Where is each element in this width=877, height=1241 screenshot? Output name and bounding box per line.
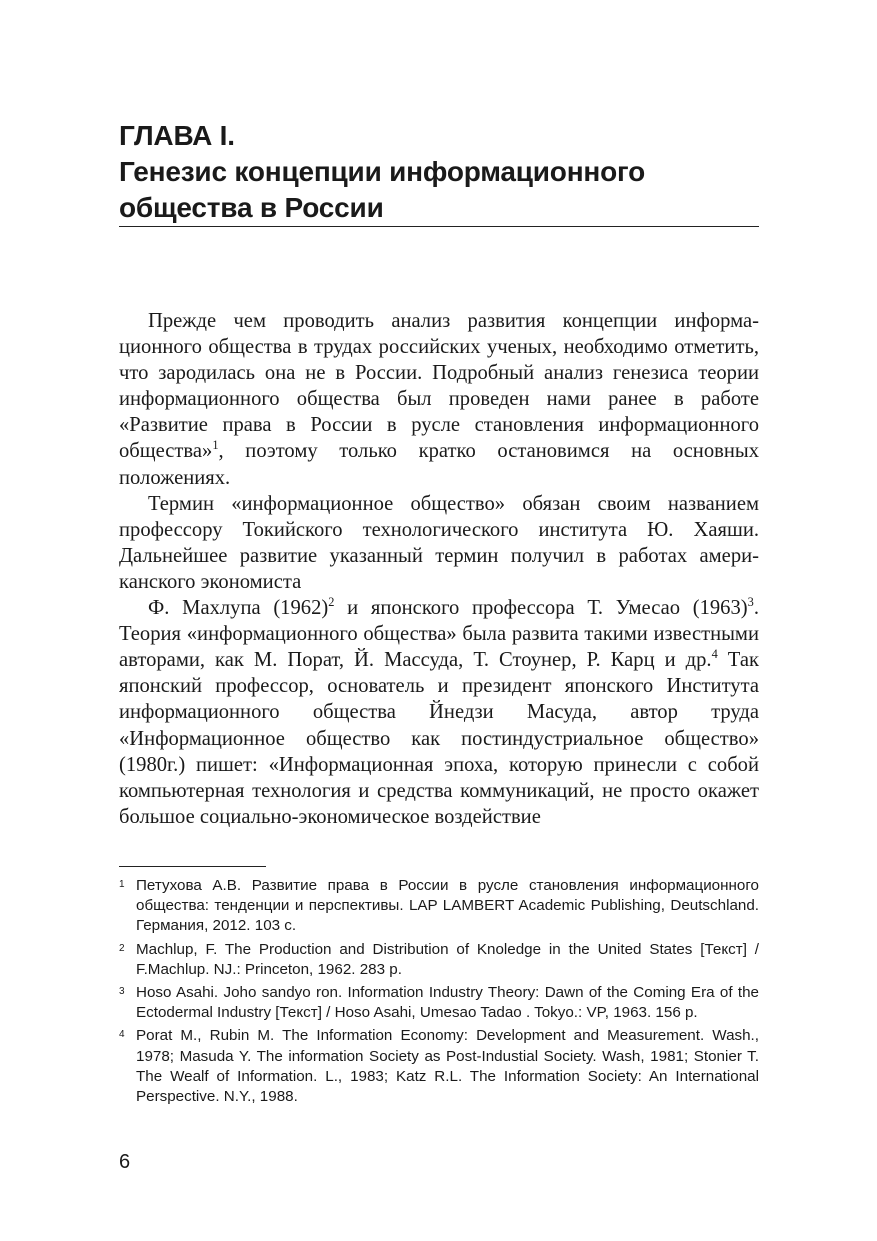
- paragraph-3-text-d: Так японский профессор, основатель и президент японского Института информационного общества Йнедзи Масуда, автор труда «Информационное общество как постиндустриальное общество» (1980г.) пишет: «Информационная эпоха, которую принесли с собой компьютерная технология и средства коммуникаций, не просто окажет большое социально-экономическое воздействие: [119, 649, 759, 828]
- footnote-ref-2: 2: [328, 595, 335, 610]
- footnote-1: [119, 876, 759, 937]
- footnote-2: [119, 940, 759, 980]
- chapter-title-line-2: общества в России: [119, 192, 384, 223]
- paragraph-2: Термин «информационное общество» обязан своим названием профессору Токийского технологического института Ю. Хаяши. Дальнейшее развитие указанный термин получил в работах американского экономиста: [119, 492, 759, 593]
- heading-divider: [119, 226, 759, 227]
- footnote-4-text: Porat M., Rubin M. The Information Economy: Development and Measurement. Wash., 1978; Masuda Y. The information Society as Post-Industial Society. Wash, 1981; Stonier T. The Wealf of Information. L., 1983; Katz R.L. The Information Society: An International Perspective. N.Y., 1988.: [136, 1027, 759, 1106]
- footnote-1-number: 1: [119, 879, 125, 890]
- book-page: [119, 0, 759, 1241]
- footnote-4-number: 4: [119, 1029, 125, 1041]
- footnote-ref-3: 3: [747, 595, 754, 610]
- footnote-4: [119, 1026, 759, 1107]
- paragraph-3-text-b: и японского профессора Т. Умесао (1963): [334, 597, 748, 620]
- paragraph-1-text-b: , поэтому только кратко остановимся на основных положениях.: [119, 440, 759, 489]
- body-text: [119, 308, 759, 830]
- paragraph-3-text-a: Ф. Махлупа (1962): [148, 597, 329, 620]
- page-number: 6: [119, 1151, 131, 1173]
- footnote-3-text: Hoso Asahi. Joho sandyo ron. Information Industry Theory: Dawn of the Coming Era of the Ectodermal Industry [Текст] / Hoso Asahi, Umesao Tadao . Tokyo.: VP, 1963. 156 p.: [136, 984, 759, 1022]
- footnote-2-number: 2: [119, 942, 125, 954]
- paragraph-1: [119, 308, 759, 491]
- paragraph-3: [119, 595, 759, 830]
- footnote-ref-4: 4: [711, 647, 718, 662]
- chapter-title-line-1: Генезис концепции информационного: [119, 156, 646, 187]
- footnotes: [119, 876, 759, 1110]
- paragraph-3-text-c: . Теория «информационного общества» была развита такими известными авторами, как М. Порат, Й. Массуда, Т. Стоунер, Р. Карц и др.: [119, 597, 759, 672]
- footnote-3-number: 3: [119, 986, 125, 998]
- footnote-1-text: Петухова А.В. Развитие права в России в русле становления информационного общества: тенденции и перспективы. LAP LAMBERT Academic Publishing, Deutschland. Германия, 2012. 103 с.: [136, 877, 759, 935]
- chapter-label: ГЛАВА I.: [119, 120, 235, 151]
- paragraph-1-text-a: Прежде чем проводить анализ развития концепции информационного общества в трудах российских ученых, необходимо отметить, что зародилась она не в России. Подробный анализ генезиса теории информационного общества был проведен нами ранее в работе «Развитие права в России в русле становления информационного общества»: [119, 310, 759, 463]
- footnote-divider: [119, 866, 266, 867]
- footnote-3: [119, 983, 759, 1023]
- footnote-2-text: Machlup, F. The Production and Distribution of Knoledge in the United States [Текст] / F.Machlup. NJ.: Princeton, 1962. 283 p.: [136, 940, 759, 978]
- chapter-heading: [119, 118, 759, 226]
- footnote-ref-1: 1: [212, 438, 219, 453]
